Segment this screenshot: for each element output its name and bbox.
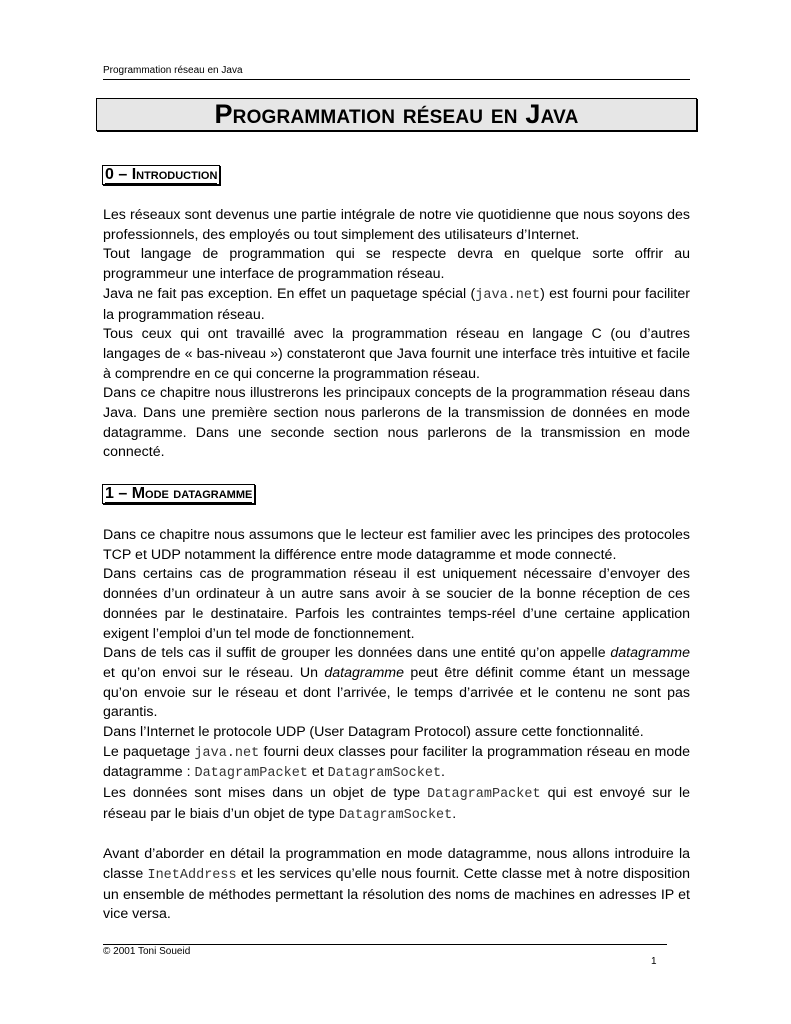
- footer-copyright: © 2001 Toni Soueid: [103, 946, 191, 957]
- code-datagram-packet: DatagramPacket: [194, 766, 308, 782]
- section-heading-introduction: 0 – Introduction: [102, 165, 220, 185]
- paragraph: Tous ceux qui ont travaillé avec la programmation réseau en langage C (ou d’autres langages de « bas-niveau ») constateront que Java fournit une interface très intuitive et facile à comprendre en ce qui concerne la programmation réseau.: [103, 326, 690, 382]
- paragraph: Les réseaux sont devenus une partie intégrale de notre vie quotidienne que nous soyons des professionnels, des employés ou tout simplement des utilisateurs d’Internet.: [103, 207, 690, 243]
- running-header: Programmation réseau en Java: [103, 65, 690, 80]
- code-datagram-socket: DatagramSocket: [327, 766, 442, 782]
- paragraph: Dans certains cas de programmation réseau il est uniquement nécessaire d’envoyer des données d’un ordinateur à un autre sans avoir à se soucier de la bonne réception de ces données par le destinataire. Parfois les contraintes temps-réel d’une certaine application exigent l’emploi d’un tel mode de fonctionnement.: [103, 566, 690, 642]
- term-datagramme: datagramme: [324, 664, 404, 681]
- paragraph: Java ne fait pas exception. En effet un paquetage spécial (java.net) est fourni pour faciliter la programmation réseau.: [103, 285, 690, 323]
- mode-datagramme-body: [103, 526, 690, 925]
- code-java-net: java.net: [194, 745, 260, 761]
- paragraph: Le paquetage java.net fourni deux classes pour faciliter la programmation réseau en mode datagramme : DatagramPacket et DatagramSocket.: [103, 743, 690, 782]
- paragraph: Avant d’aborder en détail la programmation en mode datagramme, nous allons introduire la classe InetAddress et les services qu’elle nous fournit. Cette classe met à notre disposition un ensemble de méthodes permettant la résolution des noms de machines en adresses IP et vice versa.: [103, 846, 691, 923]
- paragraph: Dans ce chapitre nous assumons que le lecteur est familier avec les principes des protocoles TCP et UDP notamment la différence entre mode datagramme et mode connecté.: [103, 527, 690, 563]
- code-datagram-socket: DatagramSocket: [338, 807, 453, 823]
- paragraph: Dans l’Internet le protocole UDP (User Datagram Protocol) assure cette fonctionnalité.: [103, 724, 644, 741]
- page-number: 1: [651, 956, 657, 967]
- paragraph: Les données sont mises dans un objet de type DatagramPacket qui est envoyé sur le réseau par le biais d’un objet de type DatagramSocket.: [103, 785, 690, 823]
- term-datagramme: datagramme: [610, 645, 690, 662]
- code-inet-address: InetAddress: [147, 867, 237, 883]
- introduction-body: [103, 206, 690, 463]
- paragraph: Dans ce chapitre nous illustrerons les principaux concepts de la programmation réseau dans Java. Dans une première section nous parlerons de la transmission de données en mode datagramme. Dans une seconde section nous parlerons de la transmission en mode connecté.: [103, 385, 690, 461]
- section-heading-mode-datagramme: 1 – Mode datagramme: [102, 484, 255, 504]
- document-title: Programmation réseau en Java: [96, 98, 697, 131]
- code-java-net: java.net: [475, 287, 541, 303]
- footer-rule: [103, 944, 667, 945]
- paragraph: Tout langage de programmation qui se respecte devra en quelque sorte offrir au programmeur une interface de programmation réseau.: [103, 246, 690, 283]
- paragraph: Dans de tels cas il suffit de grouper les données dans une entité qu’on appelle datagramme et qu’on envoi sur le réseau. Un datagramme peut être définit comme étant un message qu’on envoie sur le réseau et dont l’arrivée, le temps d’arrivée et le contenu ne sont pas garantis.: [103, 645, 690, 721]
- code-datagram-packet: DatagramPacket: [427, 787, 541, 803]
